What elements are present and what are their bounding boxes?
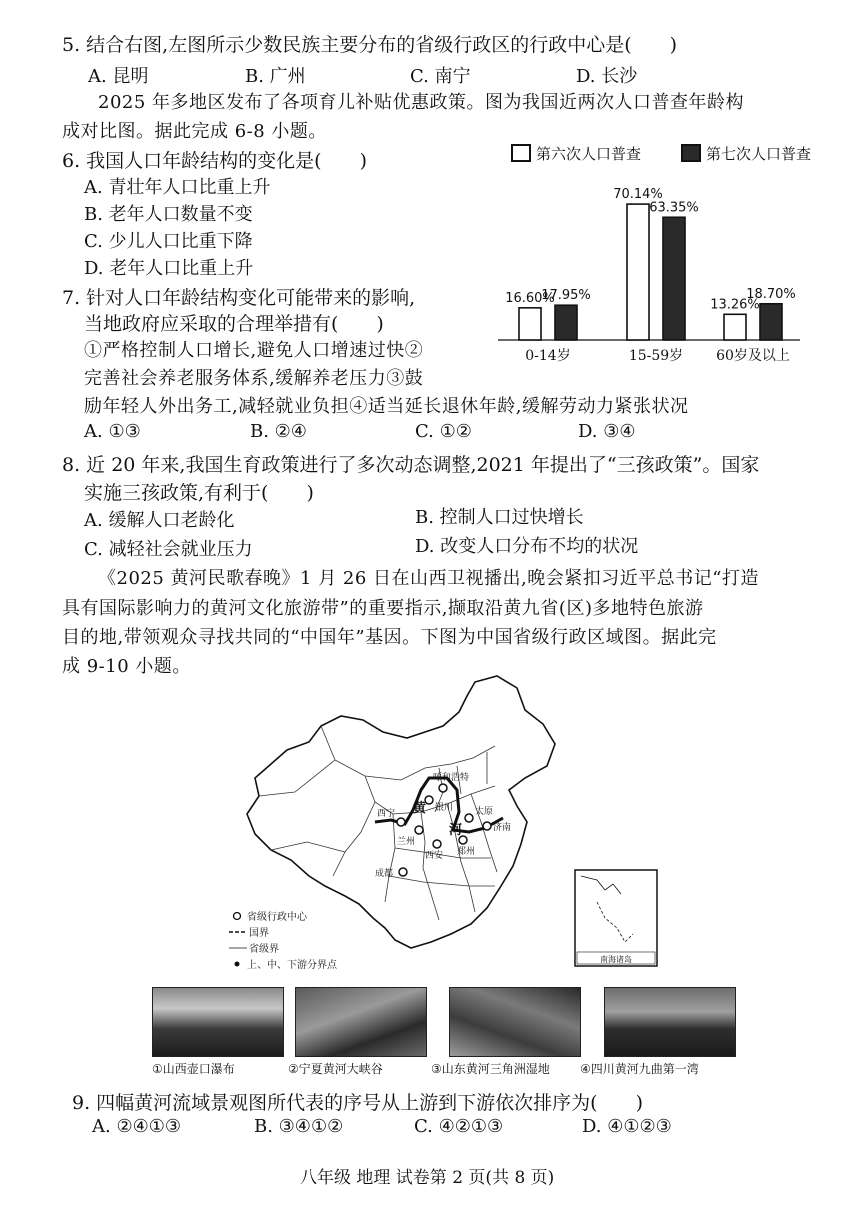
category-label-2: 15-59岁 (628, 348, 684, 364)
bar-1-2 (627, 204, 649, 340)
q7-option-b: B. ②④ (250, 421, 307, 442)
q9-option-d: D. ④①②③ (582, 1116, 672, 1137)
bar-2-3 (760, 304, 782, 340)
legend-capital: 省级行政中心 (247, 912, 307, 923)
intro-6-8-line2: 成对比图。据此完成 6-8 小题。 (62, 121, 327, 142)
photo-hukou-waterfall (152, 987, 284, 1057)
q5-stem: 5. 结合右图,左图所示少数民族主要分布的省级行政区的行政中心是( ) (62, 34, 678, 56)
bar-1-3 (724, 314, 746, 340)
legend-province-border: 省级界 (249, 944, 279, 955)
q8-option-d: D. 改变人口分布不均的状况 (415, 536, 639, 557)
photo-sichuan-first-bend (604, 987, 736, 1057)
page-footer: 八年级 地理 试卷第 2 页(共 8 页) (300, 1168, 555, 1188)
intro-9-10-line2: 具有国际影响力的黄河文化旅游带”的重要指示,撷取沿黄九省(区)多地特色旅游 (62, 598, 704, 619)
photo-caption-3: ③山东黄河三角洲湿地 (431, 1062, 550, 1076)
photo-shandong-delta (449, 987, 581, 1057)
legend-national-border: 国界 (249, 928, 269, 939)
city-label-taiyuan: 太原 (475, 807, 494, 817)
q7-body-line1: ①严格控制人口增长,避免人口增速过快② (84, 340, 424, 361)
q9-option-b: B. ③④①② (254, 1116, 344, 1137)
photo-caption-4: ④四川黄河九曲第一湾 (580, 1062, 699, 1076)
city-label-chengdu: 成都 (375, 869, 394, 879)
q8-option-a: A. 缓解人口老龄化 (84, 510, 235, 531)
q9-option-a: A. ②④①③ (92, 1116, 181, 1137)
q7-option-c: C. ①② (415, 421, 472, 442)
inset-label: 南海诸岛 (600, 955, 632, 964)
bar-1-1 (519, 308, 541, 340)
q5-option-d: D. 长沙 (576, 66, 638, 87)
category-label-1: 0-14岁 (525, 348, 571, 364)
photo-caption-1: ①山西壶口瀑布 (152, 1062, 235, 1076)
intro-9-10-line3: 目的地,带领观众寻找共同的“中国年”基因。下图为中国省级行政区域图。据此完 (62, 627, 717, 648)
legend-label-1: 第六次人口普查 (536, 145, 642, 163)
city-label-lanzhou: 兰州 (397, 837, 416, 847)
china-province-map (225, 672, 665, 982)
q7-body-line2: 完善社会养老服务体系,缓解养老压力③鼓 (84, 368, 424, 389)
q9-stem: 9. 四幅黄河流域景观图所代表的序号从上游到下游依次排序为( ) (72, 1092, 643, 1114)
intro-9-10-line4: 成 9-10 小题。 (62, 656, 191, 677)
q7-stem-line1: 7. 针对人口年龄结构变化可能带来的影响, (62, 287, 416, 309)
photo-caption-2: ②宁夏黄河大峡谷 (288, 1062, 383, 1076)
city-label-zhengzhou: 郑州 (457, 847, 476, 857)
q5-option-b: B. 广州 (245, 66, 306, 87)
data-label-2-1: 17.95% (541, 288, 591, 304)
south-china-sea-inset (575, 870, 657, 966)
intro-6-8-line1: 2025 年多地区发布了各项育儿补贴优惠政策。图为我国近两次人口普查年龄构 (98, 92, 745, 113)
data-label-2-3: 18.70% (746, 286, 796, 302)
data-label-2-2: 63.35% (649, 200, 699, 216)
river-char-huang: 黄 (413, 801, 427, 816)
china-outline (247, 676, 555, 948)
legend-division-point: 上、中、下游分界点 (247, 960, 337, 971)
q6-stem: 6. 我国人口年龄结构的变化是( ) (62, 150, 367, 172)
population-age-chart (488, 140, 818, 385)
photo-ningxia-canyon (295, 987, 427, 1057)
q6-option-c: C. 少儿人口比重下降 (84, 231, 253, 252)
legend-swatch-2 (682, 145, 700, 161)
q9-option-c: C. ④②①③ (414, 1116, 504, 1137)
q6-option-d: D. 老年人口比重上升 (84, 258, 254, 279)
map-legend (229, 910, 338, 971)
data-label-1-2: 70.14% (613, 187, 663, 203)
q8-option-c: C. 减轻社会就业压力 (84, 539, 253, 560)
city-label-xining: 西宁 (377, 809, 396, 819)
category-label-3: 60岁及以上 (716, 348, 790, 364)
q7-stem-line2: 当地政府应采取的合理举措有( ) (84, 313, 384, 335)
q7-body-line3: 励年轻人外出务工,减轻就业负担④适当延长退休年龄,缓解劳动力紧张状况 (84, 396, 689, 417)
q8-option-b: B. 控制人口过快增长 (415, 507, 584, 528)
city-label-xian: 西安 (425, 851, 444, 861)
data-label-1-3: 13.26% (710, 297, 760, 313)
river-char-he: 河 (449, 823, 463, 838)
bar-2-2 (663, 217, 685, 340)
q6-option-a: A. 青壮年人口比重上升 (84, 177, 271, 198)
bar-2-1 (555, 305, 577, 340)
legend-swatch-1 (512, 145, 530, 161)
q5-option-c: C. 南宁 (410, 66, 471, 87)
intro-9-10-line1: 《2025 黄河民歌春晚》1 月 26 日在山西卫视播出,晚会紧扣习近平总书记“打造 (98, 568, 759, 589)
city-label-hohhot: 呼和浩特 (433, 773, 470, 783)
q8-stem-line1: 8. 近 20 年来,我国生育政策进行了多次动态调整,2021 年提出了“三孩政策”。国家 (62, 454, 760, 476)
q6-option-b: B. 老年人口数量不变 (84, 204, 253, 225)
city-label-yinchuan: 银川 (435, 803, 454, 813)
data-label-1-1: 16.60% (505, 290, 555, 306)
legend-label-2: 第七次人口普查 (706, 145, 812, 163)
q7-option-a: A. ①③ (84, 421, 141, 442)
q7-option-d: D. ③④ (578, 421, 636, 442)
q8-stem-line2: 实施三孩政策,有利于( ) (84, 482, 314, 504)
q5-option-a: A. 昆明 (88, 66, 149, 87)
city-label-jinan: 济南 (493, 823, 512, 833)
